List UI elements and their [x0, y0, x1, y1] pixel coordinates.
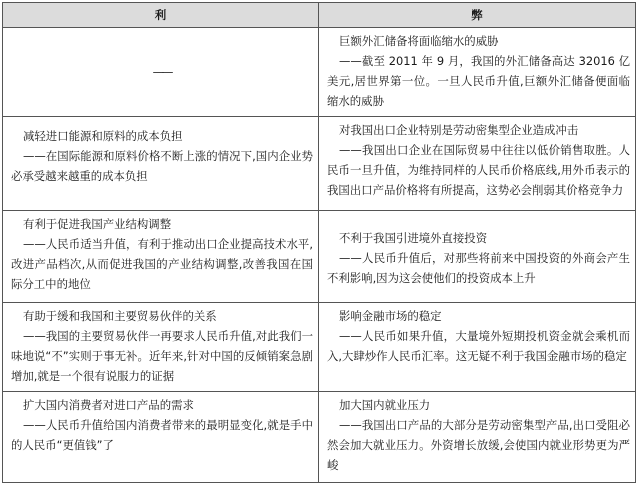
empty-dash: —— — [152, 65, 172, 80]
pros-text: ——人民币适当升值，有利于推动出口企业提高技术水平,改进产品档次,从而促进我国的产业结构调整,改善我国在国际分工中的地位 — [11, 237, 313, 292]
table-row — [3, 28, 636, 117]
cons-text: ——截至 2011 年 9 月，我国的外汇储备高达 32016 亿美元,居世界第一位。一旦人民币升值,巨额外汇储备便面临缩水的威胁 — [327, 54, 630, 108]
cons-text: ——人民币升值后，对那些将前来中国投资的外商会产生不利影响,因为这会使他们的投资成本上升 — [327, 251, 630, 286]
pros-title: 有助于缓和我国和主要贸易伙伴的关系 — [23, 309, 217, 324]
cons-cell — [319, 211, 636, 303]
cons-cell — [319, 28, 636, 117]
pros-cell — [3, 303, 319, 392]
pros-title: 减轻进口能源和原料的成本负担 — [23, 128, 183, 143]
pros-title: 扩大国内消费者对进口产品的需求 — [23, 397, 194, 412]
cons-text: ——人民币如果升值，大量境外短期投机资金就会乘机而入,大肆炒作人民币汇率。这无疑不利于我国金融市场的稳定 — [327, 329, 630, 364]
cons-cell — [319, 116, 636, 210]
table-header-row — [3, 3, 636, 28]
cons-text: ——我国出口产品的大部分是劳动密集型产品,出口受阻必然会加大就业压力。外资增长放缓,会使国内就业形势更为严峻 — [327, 417, 630, 472]
cons-cell — [319, 303, 636, 392]
cons-title: 巨额外汇储备将面临缩水的威胁 — [339, 34, 499, 48]
cons-cell — [319, 391, 636, 482]
table-row — [3, 116, 636, 210]
pros-cell-empty — [3, 28, 319, 117]
pros-text: ——我国的主要贸易伙伴一再要求人民币升值,对此我们一味地说“不”实则于事无补。近年来,针对中国的反倾销案急剧增加,就是一个很有说服力的证据 — [11, 329, 313, 384]
pros-cons-table — [2, 2, 636, 483]
pros-cell — [3, 116, 319, 210]
header-pros: 利 — [3, 3, 319, 28]
cons-title: 不利于我国引进境外直接投资 — [339, 231, 488, 246]
table-row — [3, 303, 636, 392]
pros-text: ——人民币升值给国内消费者带来的最明显变化,就是手中的人民币“更值钱”了 — [11, 417, 313, 452]
pros-cell — [3, 211, 319, 303]
header-cons: 弊 — [319, 3, 636, 28]
pros-cell — [3, 391, 319, 482]
cons-title: 对我国出口企业特别是劳动密集型企业造成冲击 — [339, 122, 579, 137]
pros-text: ——在国际能源和原料价格不断上涨的情况下,国内企业势必承受越来越重的成本负担 — [11, 148, 313, 183]
cons-text: ——我国出口企业在国际贸易中往往以低价销售取胜。人民币一旦升值，为维持同样的人民币价格底线,用外币表示的我国出口产品价格将有所提高，这势必会削弱其价格竞争力 — [327, 142, 630, 197]
pros-title: 有利于促进我国产业结构调整 — [23, 217, 172, 232]
cons-title: 影响金融市场的稳定 — [339, 309, 442, 324]
cons-title: 加大国内就业压力 — [339, 397, 431, 412]
table-row — [3, 211, 636, 303]
table-row — [3, 391, 636, 482]
